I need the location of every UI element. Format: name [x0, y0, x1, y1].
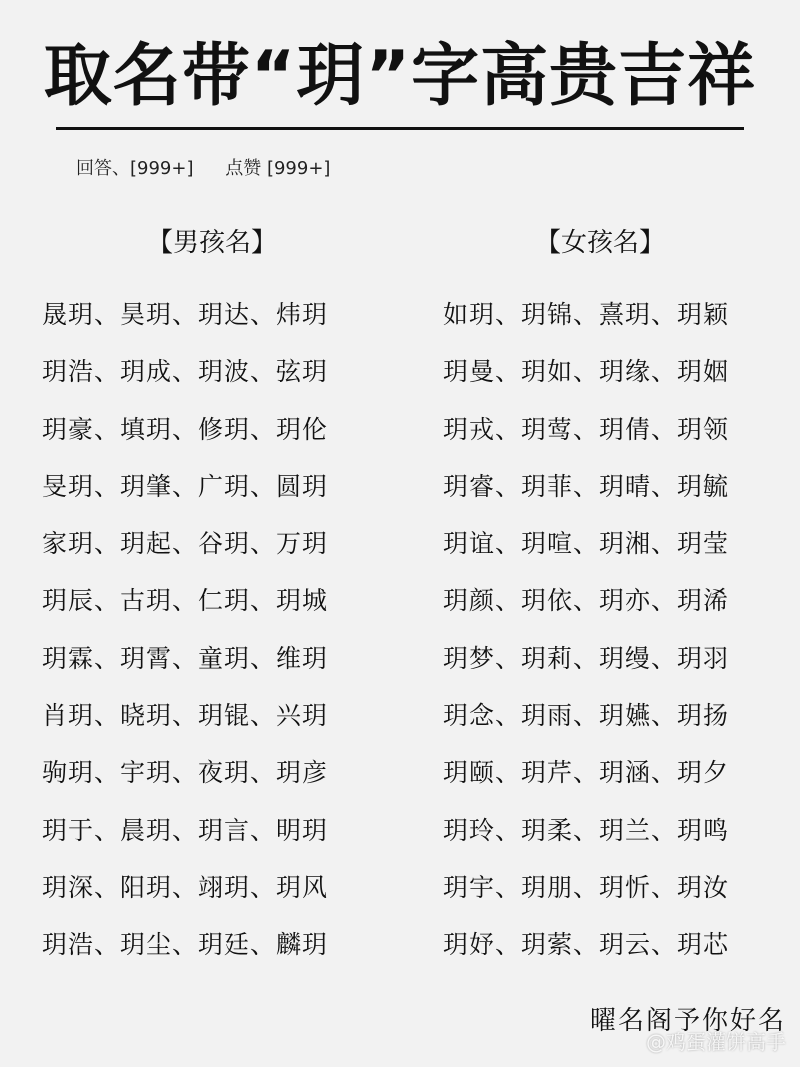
- stats-bar: [76, 154, 356, 180]
- boys-name-row: 玥于、晨玥、玥言、明玥: [42, 815, 329, 845]
- signature-text: 曜名阁予你好名: [589, 1006, 786, 1036]
- watermark-text: @鸡蛋灌饼高手: [646, 1030, 786, 1054]
- girls-name-row: 玥戎、玥莺、玥倩、玥领: [443, 414, 730, 444]
- girls-name-row: 玥妤、玥萦、玥云、玥芯: [443, 930, 730, 960]
- boys-name-row: 玥豪、填玥、修玥、玥伦: [42, 414, 329, 444]
- girls-name-row: 玥宇、玥朋、玥忻、玥汝: [443, 872, 730, 902]
- girls-name-row: 玥梦、玥莉、玥缦、玥羽: [443, 643, 730, 673]
- girls-name-row: 玥念、玥雨、玥嬿、玥扬: [443, 701, 730, 731]
- title-divider: [56, 127, 744, 130]
- boys-name-row: 玥浩、玥成、玥波、弦玥: [42, 357, 329, 387]
- girls-name-row: 玥曼、玥如、玥缘、玥姻: [443, 357, 730, 387]
- likes-count[interactable]: 点赞 [999+]: [225, 158, 331, 179]
- boys-name-row: 玥霖、玥霄、童玥、维玥: [42, 643, 329, 673]
- girls-name-list: [443, 286, 729, 974]
- girls-heading: 【女孩名】: [534, 228, 665, 258]
- boys-name-row: 晟玥、昊玥、玥达、炜玥: [42, 300, 329, 329]
- girls-name-row: 玥谊、玥喧、玥湘、玥莹: [443, 529, 730, 559]
- boys-name-row: 玥深、阳玥、翊玥、玥风: [42, 872, 329, 902]
- boys-name-list: [42, 286, 328, 974]
- page-title: 取名带“玥”字高贵吉祥: [43, 37, 757, 116]
- answers-count[interactable]: 回答、[999+]: [76, 158, 194, 179]
- boys-name-row: 家玥、玥起、谷玥、万玥: [42, 529, 329, 559]
- girls-name-row: 玥睿、玥菲、玥晴、玥毓: [443, 471, 730, 501]
- boys-name-row: 玥浩、玥尘、玥廷、麟玥: [42, 930, 329, 960]
- boys-name-row: 玥辰、古玥、仁玥、玥城: [42, 586, 329, 616]
- boys-heading: 【男孩名】: [146, 228, 277, 258]
- girls-name-row: 如玥、玥锦、熹玥、玥颖: [443, 300, 730, 329]
- boys-name-row: 旻玥、玥肇、广玥、圆玥: [42, 471, 329, 501]
- girls-name-row: 玥颜、玥依、玥亦、玥浠: [443, 586, 730, 616]
- boys-name-row: 肖玥、晓玥、玥锟、兴玥: [42, 701, 329, 731]
- girls-name-row: 玥玲、玥柔、玥兰、玥鸣: [443, 815, 730, 845]
- boys-name-row: 驹玥、宇玥、夜玥、玥彦: [42, 758, 329, 788]
- girls-name-row: 玥颐、玥芹、玥涵、玥夕: [443, 758, 730, 788]
